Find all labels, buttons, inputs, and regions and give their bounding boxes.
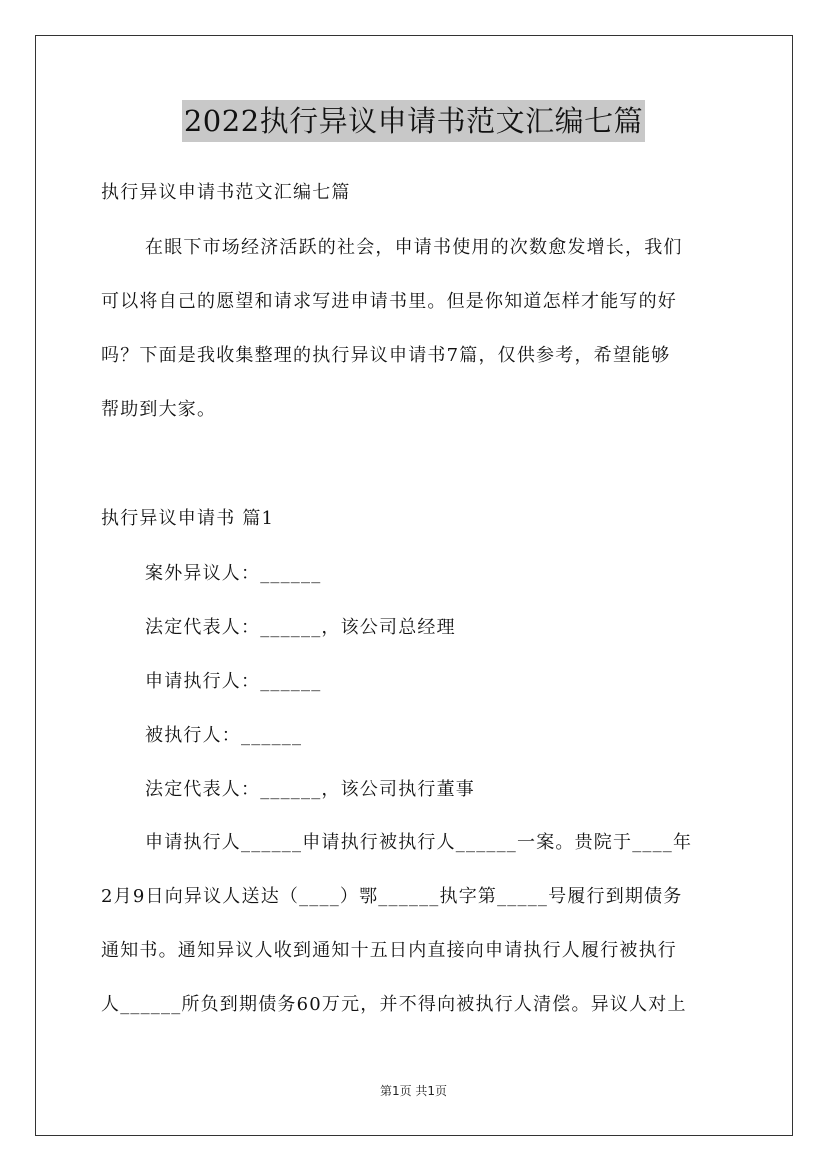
field-line: 申请执行人：______: [145, 671, 322, 692]
document-title: 2022执行异议申请书范文汇编七篇: [182, 100, 645, 142]
body-paragraph-line: 2月9日向异议人送达（____）鄂______执字第_____号履行到期债务: [101, 886, 683, 907]
body-paragraph-line: 通知书。通知异议人收到通知十五日内直接向申请执行人履行被执行: [101, 940, 677, 961]
body-paragraph-line: 申请执行人______申请执行被执行人______一案。贵院于____年: [145, 832, 693, 853]
field-line: 法定代表人：______，该公司总经理: [145, 617, 456, 638]
title-container: [0, 100, 827, 142]
section-heading: 执行异议申请书 篇1: [101, 508, 275, 529]
intro-paragraph-line: 帮助到大家。: [101, 399, 217, 420]
field-line: 案外异议人：______: [145, 563, 322, 584]
document-subtitle: 执行异议申请书范文汇编七篇: [101, 182, 351, 203]
intro-paragraph-line: 吗？下面是我收集整理的执行异议申请书7篇，仅供参考，希望能够: [101, 345, 671, 366]
page-footer: 第1页 共1页: [379, 1084, 448, 1098]
body-paragraph-line: 人______所负到期债务60万元，并不得向被执行人清偿。异议人对上: [101, 994, 687, 1015]
field-line: 被执行人：______: [145, 725, 303, 746]
field-line: 法定代表人：______，该公司执行董事: [145, 779, 475, 800]
intro-paragraph-line: 在眼下市场经济活跃的社会，申请书使用的次数愈发增长，我们: [145, 237, 683, 258]
intro-paragraph-line: 可以将自己的愿望和请求写进申请书里。但是你知道怎样才能写的好: [101, 291, 677, 312]
